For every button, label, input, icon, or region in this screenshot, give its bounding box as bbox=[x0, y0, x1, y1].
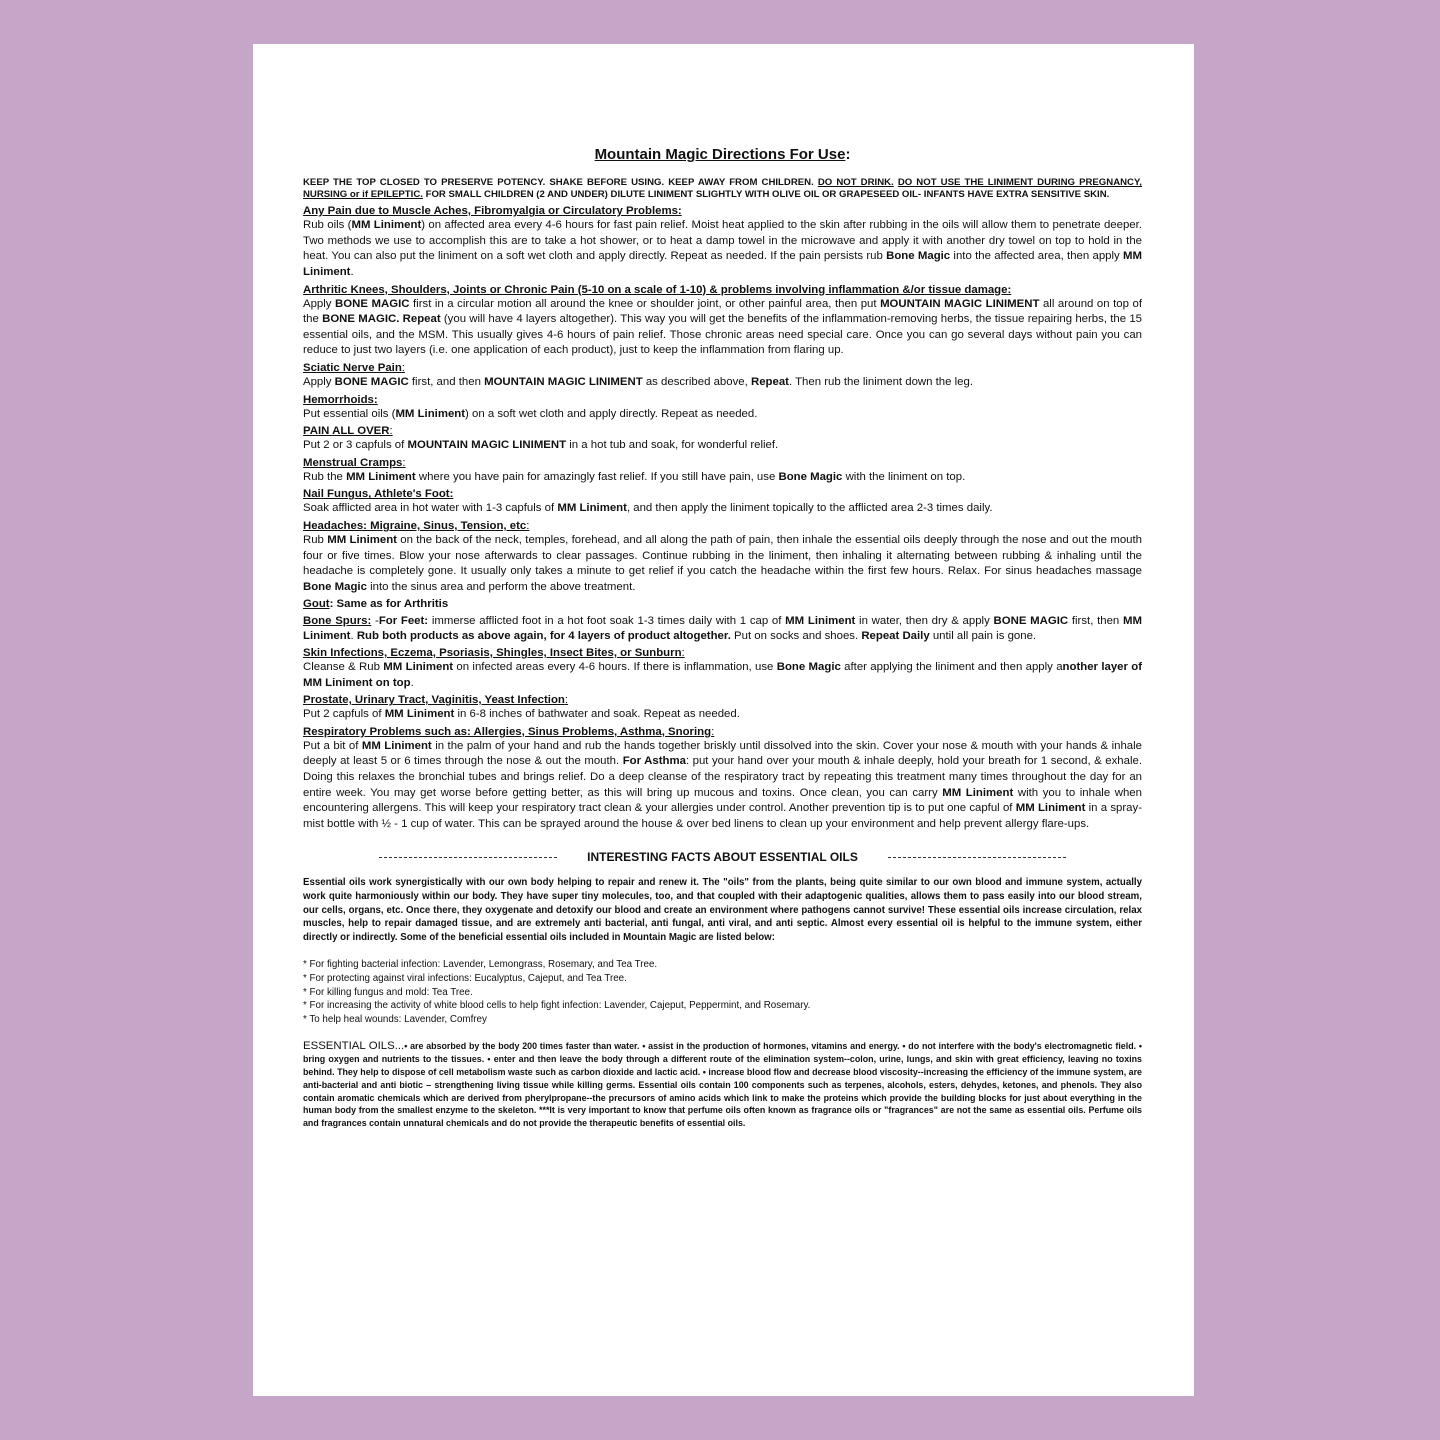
list-item: * For protecting against viral infections: Eucalyptus, Cajeput, and Tea Tree. bbox=[303, 972, 627, 984]
section-body: Put 2 or 3 capfuls of MOUNTAIN MAGIC LINIMENT in a hot tub and soak, for wonderful relief. bbox=[303, 439, 779, 452]
section-heading: Arthritic Knees, Shoulders, Joints or Chronic Pain (5-10 on a scale of 1-10) & problems involving inflammation &/or tissue damage: bbox=[303, 283, 1012, 296]
section-body: Rub oils (MM Liniment) on affected area every 4-6 hours for fast pain relief. Moist heat applied to the skin after rubbing in the oils will allow them to penetrate deeper. Two methods we use to accomplish this are to take a hot shower, or to heat a damp towel in the microwave and apply it with another dry towel on top to hold in the heat. You can also put the liniment on a soft wet cloth and apply directly. Repeat as needed. If the pain persists rub Bone Magic into the affected area, then apply MM Liniment. bbox=[303, 219, 1142, 278]
list-item: * For fighting bacterial infection: Lavender, Lemongrass, Rosemary, and Tea Tree. bbox=[303, 959, 658, 971]
section-skin-infections bbox=[303, 646, 1142, 691]
page-title: Mountain Magic Directions For Use: bbox=[594, 146, 851, 163]
divider bbox=[379, 857, 557, 858]
section-body: Put essential oils (MM Liniment) on a soft wet cloth and apply directly. Repeat as needed. bbox=[303, 407, 758, 420]
section-headaches bbox=[303, 519, 1142, 595]
section-body: Apply BONE MAGIC first in a circular motion all around the knee or shoulder joint, or other painful area, then put MOUNTAIN MAGIC LINIMENT all around on top of the BONE MAGIC. Repeat (you will have 4 layers altogether). This way you will get the benefits of the inflammation-removing herbs, the tissue repairing herbs, the 15 essential oils, and the MSM. This usually gives 4-6 hours of pain relief. Those chronic areas need special care. Once you can go several days without pain you can reduce to just two layers (i.e. one application of each product), just to keep the inflammation from flaring up. bbox=[303, 297, 1143, 357]
list-item: * For killing fungus and mold: Tea Tree. bbox=[303, 986, 473, 998]
section-heading: Skin Infections, Eczema, Psoriasis, Shingles, Insect Bites, or Sunburn: bbox=[303, 647, 685, 660]
section-body: Put 2 capfuls of MM Liniment in 6-8 inches of bathwater and soak. Repeat as needed. bbox=[303, 708, 740, 721]
document-page bbox=[253, 44, 1194, 1396]
section-sciatic bbox=[303, 361, 1142, 391]
facts-body: Essential oils work synergistically with our own body helping to repair and renew it. The "oils" from the plants, being quite similar to our own blood and immune system, actually work quite harmoniously within our body. They have super tiny molecules, too, and that coupled with their adaptogenic qualities, allows them to pass easily into our blood stream, our cells, organs, etc. Once there, they oxygenate and detoxify our blood and create an environment where pathogens cannot survive! These essential oils increase circulation, relax muscles, help to repair damaged tissue, and are extremely anti bacterial, anti fungal, anti viral, and anti septic. Almost every essential oil is helpful to the immune system, either directly or indirectly. Some of the beneficial essential oils included in Mountain Magic are listed below: bbox=[303, 877, 1142, 943]
section-pain-all-over bbox=[303, 424, 1142, 454]
section-menstrual-cramps bbox=[303, 456, 1142, 486]
section-heading: Nail Fungus, Athlete's Foot: bbox=[303, 488, 454, 501]
section-prostate bbox=[303, 693, 1142, 723]
section-body: Rub MM Liniment on the back of the neck, temples, forehead, and all along the path of pain, then inhale the essential oils deeply through the nose and out the mouth four or five times. Blow your nose afterwards to clear passages. Continue rubbing in the liniment, then inhaling it alternating between rubbing & inhaling until the headache is completely gone. It usually only takes a minute to get relief if you catch the headache within the first few hours. Relax. For sinus headaches massage Bone Magic into the sinus area and perform the above treatment. bbox=[303, 533, 1142, 593]
benefits-list bbox=[303, 958, 1142, 1026]
section-heading: Prostate, Urinary Tract, Vaginitis, Yeast Infection: bbox=[303, 694, 569, 707]
section-heading: PAIN ALL OVER: bbox=[303, 425, 393, 438]
section-gout: Gout: Same as for Arthritis bbox=[303, 598, 449, 611]
section-body: Soak afflicted area in hot water with 1-3 capfuls of MM Liniment, and then apply the liniment topically to the afflicted area 2-3 times daily. bbox=[303, 502, 993, 515]
section-body: Cleanse & Rub MM Liniment on infected areas every 4-6 hours. If there is inflammation, use Bone Magic after applying the liniment and then apply another layer of MM Liniment on top. bbox=[303, 661, 1142, 689]
section-arthritic-knees bbox=[303, 283, 1142, 359]
list-item: * To help heal wounds: Lavender, Comfrey bbox=[303, 1013, 487, 1025]
section-heading: Sciatic Nerve Pain: bbox=[303, 361, 405, 374]
section-body: Put a bit of MM Liniment in the palm of your hand and rub the hands together briskly until dissolved into the skin. Cover your nose & mouth with your hands & inhale deeply at least 5 or 6 times through the nose & out the mouth. For Asthma: put your hand over your mouth & inhale deeply, hold your breath for 1 second, & exhale. Doing this relaxes the bronchial tubes and brings relief. Do a deep cleanse of the respiratory tract by repeating this treatment many times throughout the day for an entire week. You may get worse before getting better, as this will bring up mucous and toxins. Once clean, you can carry MM Liniment with you to inhale when encountering allergens. This will keep your respiratory tract clean & your allergies under control. Another prevention tip is to put one capful of MM Liniment in a spray-mist bottle with ½ - 1 cup of water. This can be sprayed around the house & over bed linens to clean up your environment and help prevent allergy flare-ups. bbox=[303, 739, 1143, 830]
section-body: Apply BONE MAGIC first, and then MOUNTAIN MAGIC LINIMENT as described above, Repeat. Then rub the liniment down the leg. bbox=[303, 375, 974, 388]
section-nail-fungus bbox=[303, 487, 1142, 517]
section-heading: Any Pain due to Muscle Aches, Fibromyalgia or Circulatory Problems: bbox=[303, 205, 682, 218]
section-muscle-aches bbox=[303, 204, 1142, 280]
essential-oils-paragraph: ESSENTIAL OILS...• are absorbed by the body 200 times faster than water. • assist in the production of hormones, vitamins and energy. • do not interfere with the body's electromagnetic field. • bring oxygen and nutrients to the tissues. • enter and then leave the body through a different route of the elimination system--colon, urine, lungs, and skin with great efficiency, leaving no toxins behind. They help to dispose of cell metabolism waste such as carbon dioxide and lactic acid. • increase blood flow and decrease blood viscosity--increasing the efficiency of the immune system, are anti-bacterial and anti biotic – strengthening living tissue while killing germs. Essential oils contain 100 components such as terpenes, alcohols, esters, dehydes, ketones, and phenols. They also contain aromatic chemicals which are derived from pherylpropane--the precursors of amino acids which link to make the proteins which provide the building blocks for just about everything in the human body from the smallest enzyme to the skeleton. ***It is very important to know that perfume oils often known as fragrance oils or "fragrances" are not the same as essential oils. Perfume oils and fragrances contain unnatural chemicals and do not provide the therapeutic benefits of essential oils. bbox=[303, 1040, 1142, 1129]
section-heading: Hemorrhoids: bbox=[303, 393, 378, 406]
section-body: Rub the MM Liniment where you have pain for amazingly fast relief. If you still have pain, use Bone Magic with the liniment on top. bbox=[303, 470, 966, 483]
facts-heading: INTERESTING FACTS ABOUT ESSENTIAL OILS bbox=[303, 850, 1142, 864]
section-hemorrhoids bbox=[303, 393, 1142, 423]
divider bbox=[888, 857, 1066, 858]
section-heading: Menstrual Cramps: bbox=[303, 456, 406, 469]
safety-warning: KEEP THE TOP CLOSED TO PRESERVE POTENCY. SHAKE BEFORE USING. KEEP AWAY FROM CHILDREN. DO NOT DRINK. DO NOT USE THE LINIMENT DURING PREGNANCY, NURSING or if EPILEPTIC. FOR SMALL CHILDREN (2 AND UNDER) DILUTE LINIMENT SLIGHTLY WITH OLIVE OIL OR GRAPESEED OIL- INFANTS HAVE EXTRA SENSITIVE SKIN. bbox=[303, 177, 1142, 200]
section-heading: Respiratory Problems such as: Allergies, Sinus Problems, Asthma, Snoring: bbox=[303, 725, 715, 738]
list-item: * For increasing the activity of white blood cells to help fight infection: Lavender, Cajeput, Peppermint, and Rosemary. bbox=[303, 1000, 811, 1012]
section-heading: Headaches: Migraine, Sinus, Tension, etc: bbox=[303, 519, 530, 532]
section-respiratory bbox=[303, 725, 1142, 833]
section-bone-spurs: Bone Spurs: -For Feet: immerse afflicted foot in a hot foot soak 1-3 times daily with 1 cap of MM Liniment in water, then dry & apply BONE MAGIC first, then MM Liniment. Rub both products as above again, for 4 layers of product altogether. Put on socks and shoes. Repeat Daily until all pain is gone. bbox=[303, 614, 1142, 643]
